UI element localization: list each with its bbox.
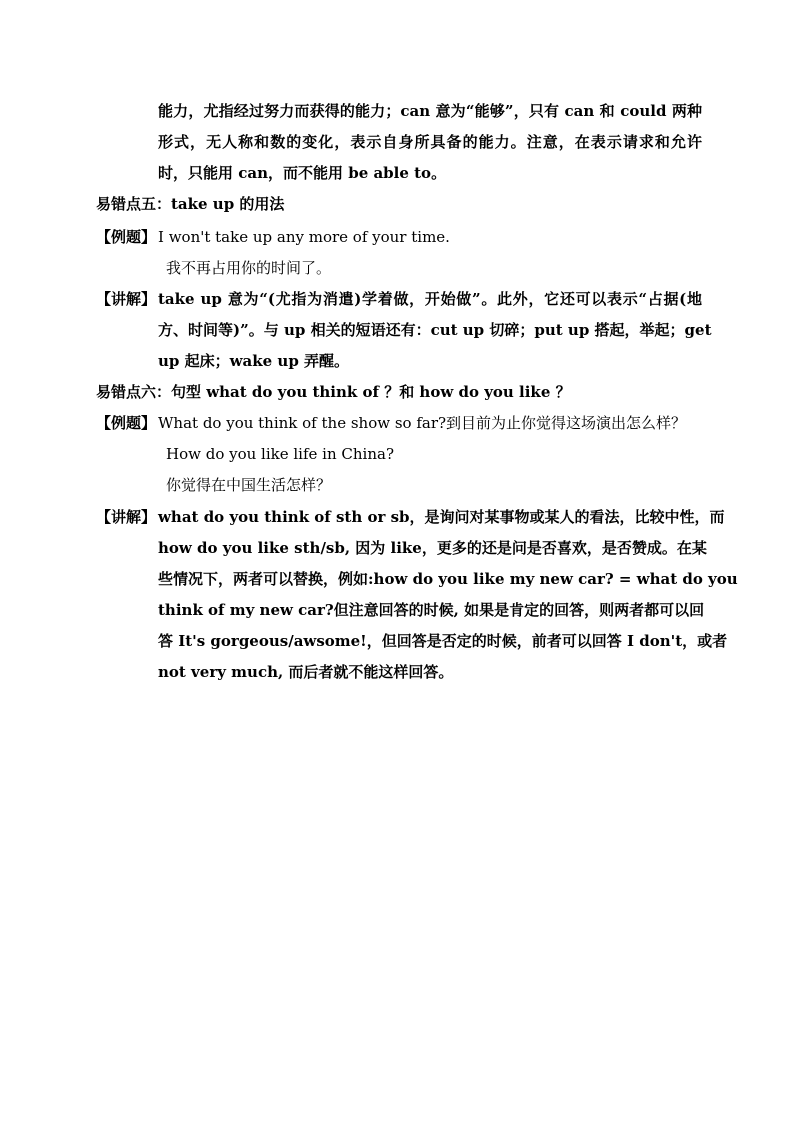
example-sentence: How do you like life in China? — [166, 445, 394, 463]
explanation-label: 【讲解】 — [96, 290, 157, 308]
explanation-line: up 起床；wake up 弄醒。 — [158, 352, 350, 370]
example-sentence: What do you think of the show so far?到目前为止你觉得这场演出怎么样？ — [158, 414, 687, 432]
section-heading: 易错点五：take up 的用法 — [96, 195, 285, 213]
explanation-line: 答 It's gorgeous/awsome!，但回答是否定的时候，前者可以回答 I don't，或者 — [158, 632, 728, 650]
explanation-line: not very much, 而后者就不能这样回答。 — [158, 663, 454, 681]
explanation-label: 【讲解】 — [96, 508, 157, 526]
explanation-line: how do you like sth/sb, 因为 like，更多的还是问是否喜欢，是否赞成。在某 — [158, 539, 707, 557]
paragraph-line: 能力，尤指经过努力而获得的能力；can 意为“能够”，只有 can 和 could 两种 — [158, 102, 702, 120]
paragraph-line: 形式，无人称和数的变化，表示自身所具备的能力。注意，在表示请求和允许 — [158, 133, 702, 151]
example-translation: 我不再占用你的时间了。 — [166, 259, 332, 277]
explanation-line: 方、时间等)”。与 up 相关的短语还有：cut up 切碎；put up 搭起，举起；get — [158, 321, 712, 339]
explanation-line: take up 意为“(尤指为消遣)学着做，开始做”。此外，它还可以表示“占据(地 — [158, 290, 702, 308]
section-heading: 易错点六：句型 what do you think of ？和 how do you like ？ — [96, 383, 571, 401]
example-label: 【例题】 — [96, 228, 157, 246]
paragraph-line: 时，只能用 can，而不能用 be able to。 — [158, 164, 447, 182]
example-translation: 你觉得在中国生活怎样？ — [166, 476, 332, 494]
explanation-line: think of my new car?但注意回答的时候, 如果是肯定的回答，则两者都可以回 — [158, 601, 705, 619]
explanation-line: 些情况下，两者可以替换，例如:how do you like my new car? = what do you — [158, 570, 738, 588]
example-sentence: I won't take up any more of your time. — [158, 228, 450, 246]
example-label: 【例题】 — [96, 414, 157, 432]
explanation-line: what do you think of sth or sb，是询问对某事物或某人的看法，比较中性，而 — [158, 508, 725, 526]
